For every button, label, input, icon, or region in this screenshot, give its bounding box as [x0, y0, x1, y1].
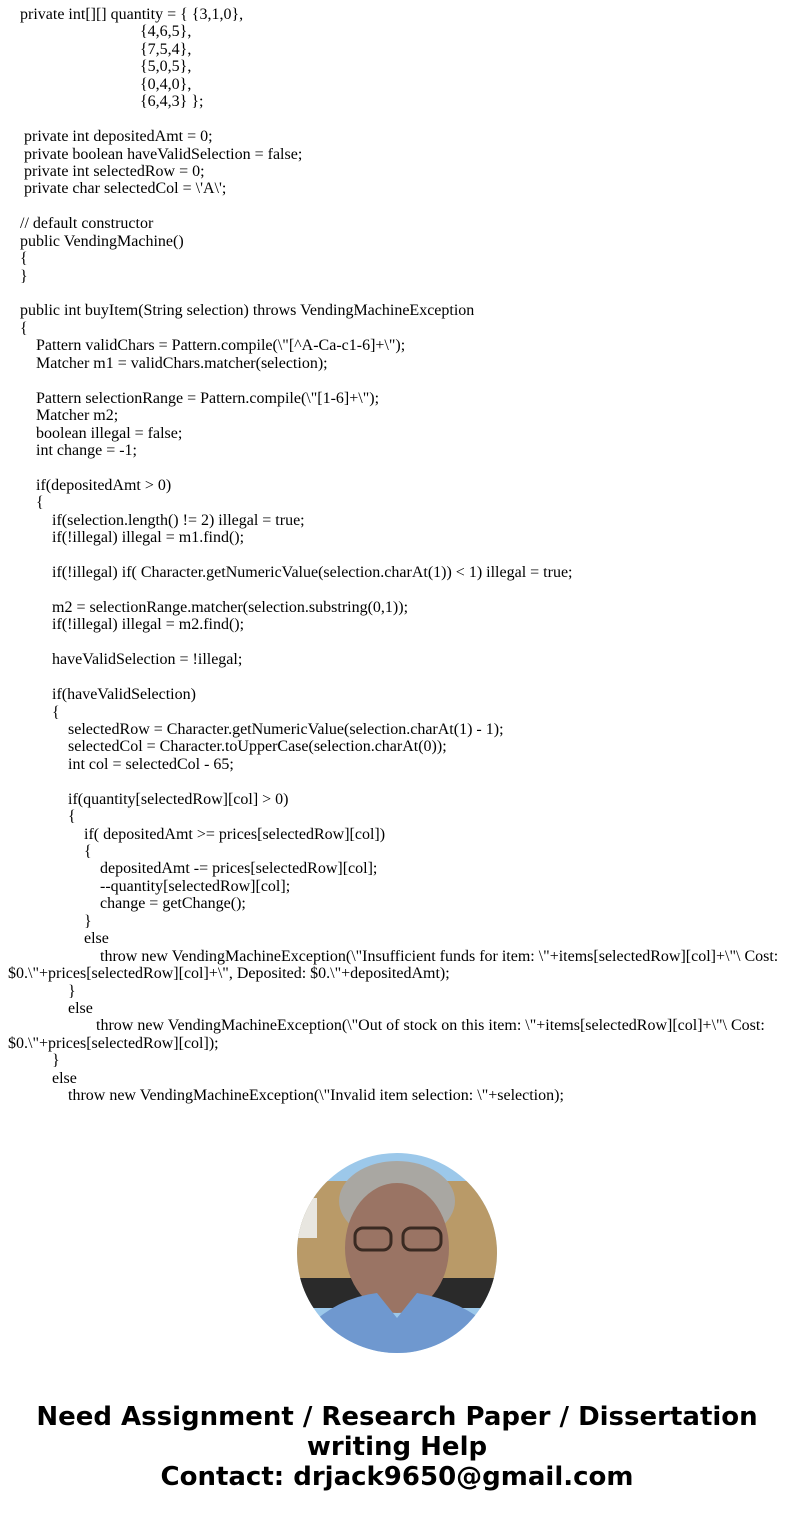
blank-line: [0, 669, 794, 686]
code-line: private int[][] quantity = { {3,1,0},: [20, 6, 244, 23]
code-line: Pattern selectionRange = Pattern.compile(\"[1-6]+\");: [36, 389, 380, 407]
code-line: m2 = selectionRange.matcher(selection.substring(0,1));: [52, 598, 409, 616]
code-line: boolean illegal = false;: [36, 424, 183, 442]
footer-line-1: Need Assignment / Research Paper / Dissertation: [36, 1402, 758, 1432]
blank-line: [0, 634, 794, 651]
blank-line: [0, 285, 794, 302]
code-line: Matcher m1 = validChars.matcher(selection);: [36, 354, 328, 372]
code-line: private int depositedAmt = 0;: [24, 128, 213, 146]
code-line: throw new VendingMachineException(\"Insufficient funds for item: \"+items[selectedRow][col]+\"\ Cost:: [100, 947, 779, 965]
code-line: {: [68, 808, 76, 826]
code-line: if(!illegal) illegal = m2.find();: [52, 616, 245, 634]
code-line: // default constructor: [20, 215, 154, 233]
code-line: }: [68, 982, 76, 1000]
code-line: private int selectedRow = 0;: [24, 162, 205, 180]
code-line: public VendingMachine(): [20, 232, 184, 250]
code-listing: [0, 6, 794, 1105]
code-line: Matcher m2;: [36, 407, 119, 425]
code-line: throw new VendingMachineException(\"Invalid item selection: \"+selection);: [68, 1087, 564, 1105]
code-line: haveValidSelection = !illegal;: [52, 651, 243, 669]
code-line: }: [52, 1052, 60, 1070]
code-line: int change = -1;: [36, 441, 137, 459]
code-line: {: [84, 843, 92, 860]
code-line: {: [52, 703, 60, 721]
footer-contact: [0, 1402, 794, 1492]
code-line: if(!illegal) if( Character.getNumericValue(selection.charAt(1)) < 1) illegal = true;: [52, 564, 573, 581]
blank-line: [0, 581, 794, 598]
code-line: }: [84, 912, 92, 930]
code-line: if( depositedAmt >= prices[selectedRow][col]): [84, 825, 386, 843]
code-line: {4,6,5},: [140, 23, 192, 41]
code-line: --quantity[selectedRow][col];: [100, 877, 291, 895]
code-line: throw new VendingMachineException(\"Out of stock on this item: \"+items[selectedRow][col]+\"\ Cost:: [96, 1017, 765, 1035]
author-photo: [297, 1153, 497, 1353]
code-line: {6,4,3} };: [140, 93, 204, 111]
code-line: if(depositedAmt > 0): [36, 476, 172, 494]
code-line: if(selection.length() != 2) illegal = true;: [52, 511, 305, 529]
code-line: {: [36, 494, 44, 512]
code-line: {7,5,4},: [140, 40, 192, 58]
code-line: else: [68, 999, 93, 1017]
code-line: if(haveValidSelection): [52, 686, 196, 704]
code-line: Pattern validChars = Pattern.compile(\"[^A-Ca-c1-6]+\");: [36, 337, 406, 355]
blank-line: [0, 547, 794, 564]
code-line: else: [84, 930, 109, 948]
code-line: private char selectedCol = \'A\';: [24, 180, 227, 198]
code-line: {0,4,0},: [140, 75, 192, 93]
code-line: selectedRow = Character.getNumericValue(selection.charAt(1) - 1);: [68, 720, 504, 738]
code-line: public int buyItem(String selection) throws VendingMachineException: [20, 302, 475, 320]
blank-line: [0, 773, 794, 790]
blank-line: [0, 198, 794, 215]
code-line: {: [20, 319, 28, 337]
footer-line-2: writing Help: [306, 1432, 488, 1462]
footer-line-3: Contact: drjack9650@gmail.com: [160, 1462, 634, 1492]
code-line: int col = selectedCol - 65;: [68, 755, 234, 773]
code-line: {5,0,5},: [140, 58, 192, 76]
code-line: private boolean haveValidSelection = false;: [24, 145, 303, 163]
code-line: $0.\"+prices[selectedRow][col]);: [8, 1034, 219, 1052]
code-line: change = getChange();: [100, 895, 246, 913]
code-line: if(quantity[selectedRow][col] > 0): [68, 790, 289, 808]
code-line: if(!illegal) illegal = m1.find();: [52, 529, 245, 547]
code-line: {: [20, 250, 28, 268]
code-line: selectedCol = Character.toUpperCase(selection.charAt(0));: [68, 738, 447, 756]
blank-line: [0, 372, 794, 389]
code-line: else: [52, 1069, 77, 1087]
blank-line: [0, 111, 794, 128]
blank-line: [0, 459, 794, 476]
code-line: $0.\"+prices[selectedRow][col]+\", Deposited: $0.\"+depositedAmt);: [8, 965, 450, 983]
code-line: }: [20, 267, 28, 285]
code-line: depositedAmt -= prices[selectedRow][col];: [100, 860, 378, 878]
